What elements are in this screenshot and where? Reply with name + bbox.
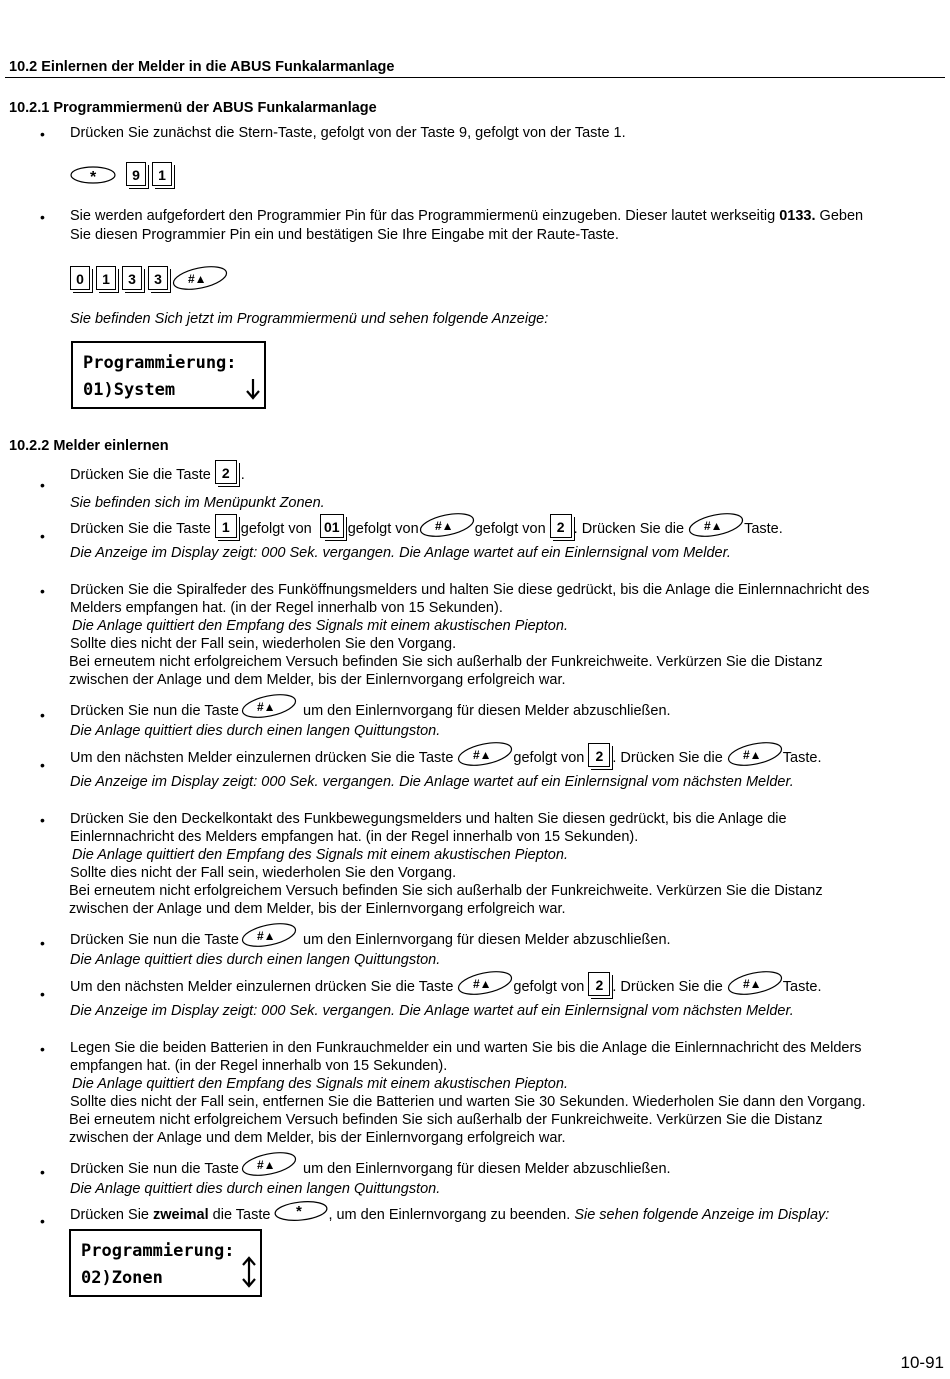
instruction-row: Um den nächsten Melder einzulernen drücken Sie die Taste #▲ gefolgt von 2 . Drücken Sie die #▲ Taste. bbox=[70, 970, 821, 996]
instruction-text: Drücken Sie den Deckelkontakt des Funkbewegungsmelders und halten Sie diesen gedrückt, bis die Anlage die bbox=[70, 811, 787, 827]
instruction-text: Drücken Sie die Spiralfeder des Funköffnungsmelders und halten Sie diese gedrückt, bis die Anlage die Einlernnachricht des bbox=[70, 582, 870, 598]
key-3: 3 bbox=[122, 266, 142, 290]
instruction-row: Drücken Sie nun die Taste #▲ um den Einlernvorgang für diesen Melder abzuschließen. bbox=[70, 694, 671, 720]
key-3: 3 bbox=[148, 266, 168, 290]
instruction-text: Sollte dies nicht der Fall sein, wiederholen Sie den Vorgang. bbox=[70, 636, 457, 652]
italic-note: Die Anzeige im Display zeigt: 000 Sek. vergangen. Die Anlage wartet auf ein Einlernsignal vom nächsten Melder. bbox=[70, 1003, 794, 1019]
key-sequence-pin bbox=[70, 264, 228, 290]
svg-text:#▲: #▲ bbox=[434, 519, 454, 533]
lcd-line: 02)Zonen bbox=[81, 1268, 163, 1288]
instruction-text: Melders empfangen hat. (in der Regel innerhalb von 15 Sekunden). bbox=[70, 600, 503, 616]
svg-text:*: * bbox=[296, 1203, 303, 1220]
section-heading: 10.2 Einlernen der Melder in die ABUS Funkalarmanlage bbox=[9, 59, 395, 75]
instruction-row: Drücken Sie nun die Taste #▲ um den Einlernvorgang für diesen Melder abzuschließen. bbox=[70, 923, 671, 949]
key-01: 01 bbox=[320, 514, 344, 538]
italic-note: Sie befinden Sich jetzt im Programmiermenü und sehen folgende Anzeige: bbox=[70, 311, 549, 327]
hash-key-icon bbox=[419, 512, 475, 538]
instruction-text: zwischen der Anlage und dem Melder, bis der Einlernvorgang erfolgreich war. bbox=[69, 672, 566, 688]
hash-key-icon bbox=[727, 741, 783, 767]
arrow-down-icon bbox=[246, 377, 260, 401]
bullet: • bbox=[40, 757, 45, 773]
bullet: • bbox=[40, 707, 45, 723]
svg-text:#▲: #▲ bbox=[742, 977, 762, 991]
key-1: 1 bbox=[152, 162, 172, 186]
svg-text:#▲: #▲ bbox=[257, 929, 276, 943]
svg-text:#▲: #▲ bbox=[704, 519, 723, 533]
hash-key-icon bbox=[241, 923, 297, 949]
italic-note: Die Anlage quittiert den Empfang des Signals mit einem akustischen Piepton. bbox=[72, 1076, 568, 1092]
instruction-text: Bei erneutem nicht erfolgreichem Versuch befinden Sie sich außerhalb der Funkreichweite. Verkürzen Sie die Distanz bbox=[69, 1112, 823, 1128]
bullet: • bbox=[40, 477, 45, 493]
instruction-text: Drücken Sie zunächst die Stern-Taste, gefolgt von der Taste 9, gefolgt von der Taste 1. bbox=[70, 125, 626, 141]
hash-key-icon bbox=[457, 970, 513, 996]
key-1: 1 bbox=[215, 514, 237, 538]
instruction-text: Legen Sie die beiden Batterien in den Funkrauchmelder ein und warten Sie bis die Anlage die Einlernnachricht des Melders bbox=[70, 1040, 862, 1056]
lcd-line: Programmierung: bbox=[83, 353, 237, 373]
svg-text:#▲: #▲ bbox=[473, 748, 492, 762]
italic-note: Die Anzeige im Display zeigt: 000 Sek. vergangen. Die Anlage wartet auf ein Einlernsignal vom nächsten Melder. bbox=[70, 774, 794, 790]
bullet: • bbox=[40, 812, 45, 828]
bullet: • bbox=[40, 126, 45, 142]
star-key-icon bbox=[274, 1198, 328, 1224]
instruction-text: zwischen der Anlage und dem Melder, bis der Einlernvorgang erfolgreich war. bbox=[69, 901, 566, 917]
instruction-row: Drücken Sie nun die Taste #▲ um den Einlernvorgang für diesen Melder abzuschließen. bbox=[70, 1152, 671, 1178]
italic-note: Die Anlage quittiert dies durch einen langen Quittungston. bbox=[70, 952, 441, 968]
italic-note: Die Anlage quittiert den Empfang des Signals mit einem akustischen Piepton. bbox=[72, 618, 568, 634]
lcd-line: 01)System bbox=[83, 380, 176, 400]
key-2: 2 bbox=[550, 514, 572, 538]
svg-text:*: * bbox=[90, 169, 97, 186]
instruction-text: Sie diesen Programmier Pin ein und bestätigen Sie Ihre Eingabe mit der Raute-Taste. bbox=[70, 227, 619, 243]
bullet: • bbox=[40, 1041, 45, 1057]
svg-text:#▲: #▲ bbox=[257, 700, 276, 714]
instruction-text: Sie werden aufgefordert den Programmier Pin für das Programmiermenü einzugeben. Dieser lautet werkseitig 0133. Geben bbox=[70, 208, 864, 224]
lcd-display bbox=[71, 341, 266, 409]
lcd-line: Programmierung: bbox=[81, 1241, 235, 1261]
instruction-row: Um den nächsten Melder einzulernen drücken Sie die Taste #▲ gefolgt von 2 . Drücken Sie die #▲ Taste. bbox=[70, 741, 821, 767]
subsection-heading-melder: 10.2.2 Melder einlernen bbox=[9, 438, 169, 454]
bullet: • bbox=[40, 1164, 45, 1180]
page-number: 10-91 bbox=[900, 1353, 944, 1372]
key-0: 0 bbox=[70, 266, 90, 290]
key-sequence-star-9-1 bbox=[70, 160, 172, 186]
key-2: 2 bbox=[588, 972, 610, 996]
instruction-row: Drücken Sie zweimal die Taste * , um den Einlernvorgang zu beenden. Sie sehen folgende Anzeige im Display: bbox=[70, 1198, 829, 1224]
bullet: • bbox=[40, 986, 45, 1002]
key-2: 2 bbox=[215, 460, 237, 484]
lcd-display bbox=[69, 1229, 262, 1297]
bullet: • bbox=[40, 209, 45, 225]
hash-key-icon bbox=[727, 970, 783, 996]
italic-note: Die Anlage quittiert dies durch einen langen Quittungston. bbox=[70, 723, 441, 739]
heading-rule bbox=[5, 77, 945, 78]
italic-note: Sie befinden sich im Menüpunkt Zonen. bbox=[70, 495, 325, 511]
subsection-heading-programming: 10.2.1 Programmiermenü der ABUS Funkalarmanlage bbox=[9, 100, 377, 116]
hash-key-icon bbox=[172, 264, 228, 290]
svg-text:#▲: #▲ bbox=[257, 1158, 276, 1172]
instruction-text: Sollte dies nicht der Fall sein, wiederholen Sie den Vorgang. bbox=[70, 865, 457, 881]
bullet: • bbox=[40, 528, 45, 544]
arrow-up-down-icon bbox=[242, 1255, 256, 1289]
instruction-row: Drücken Sie die Taste 1 gefolgt von 01 gefolgt von #▲ gefolgt von 2 . Drücken Sie die #▲ Taste. bbox=[70, 512, 783, 538]
italic-note: Die Anzeige im Display zeigt: 000 Sek. vergangen. Die Anlage wartet auf ein Einlernsignal vom Melder. bbox=[70, 545, 731, 561]
svg-text:#▲: #▲ bbox=[742, 748, 762, 762]
italic-note: Die Anlage quittiert dies durch einen langen Quittungston. bbox=[70, 1181, 441, 1197]
bullet: • bbox=[40, 1213, 45, 1229]
hash-key-icon bbox=[241, 1152, 297, 1178]
key-1: 1 bbox=[96, 266, 116, 290]
italic-note: Die Anlage quittiert den Empfang des Signals mit einem akustischen Piepton. bbox=[72, 847, 568, 863]
instruction-text: Bei erneutem nicht erfolgreichem Versuch befinden Sie sich außerhalb der Funkreichweite. Verkürzen Sie die Distanz bbox=[69, 883, 823, 899]
instruction-text: Bei erneutem nicht erfolgreichem Versuch befinden Sie sich außerhalb der Funkreichweite. Verkürzen Sie die Distanz bbox=[69, 654, 823, 670]
instruction-row: Drücken Sie die Taste 2 . bbox=[70, 460, 245, 484]
bullet: • bbox=[40, 583, 45, 599]
hash-key-icon bbox=[688, 512, 744, 538]
instruction-text: Sollte dies nicht der Fall sein, entfernen Sie die Batterien und warten Sie 30 Sekunden. Wiederholen Sie dann den Vorgang. bbox=[70, 1094, 866, 1110]
star-key-icon bbox=[70, 160, 126, 186]
key-9: 9 bbox=[126, 162, 146, 186]
hash-key-icon bbox=[241, 694, 297, 720]
instruction-text: empfangen hat. (in der Regel innerhalb von 15 Sekunden). bbox=[70, 1058, 448, 1074]
hash-key-icon bbox=[457, 741, 513, 767]
instruction-text: Einlernnachricht des Melders empfangen hat. (in der Regel innerhalb von 15 Sekunden). bbox=[70, 829, 639, 845]
instruction-text: zwischen der Anlage und dem Melder, bis der Einlernvorgang erfolgreich war. bbox=[69, 1130, 566, 1146]
svg-text:#▲: #▲ bbox=[188, 272, 207, 286]
svg-text:#▲: #▲ bbox=[473, 977, 492, 991]
bullet: • bbox=[40, 935, 45, 951]
key-2: 2 bbox=[588, 743, 610, 767]
